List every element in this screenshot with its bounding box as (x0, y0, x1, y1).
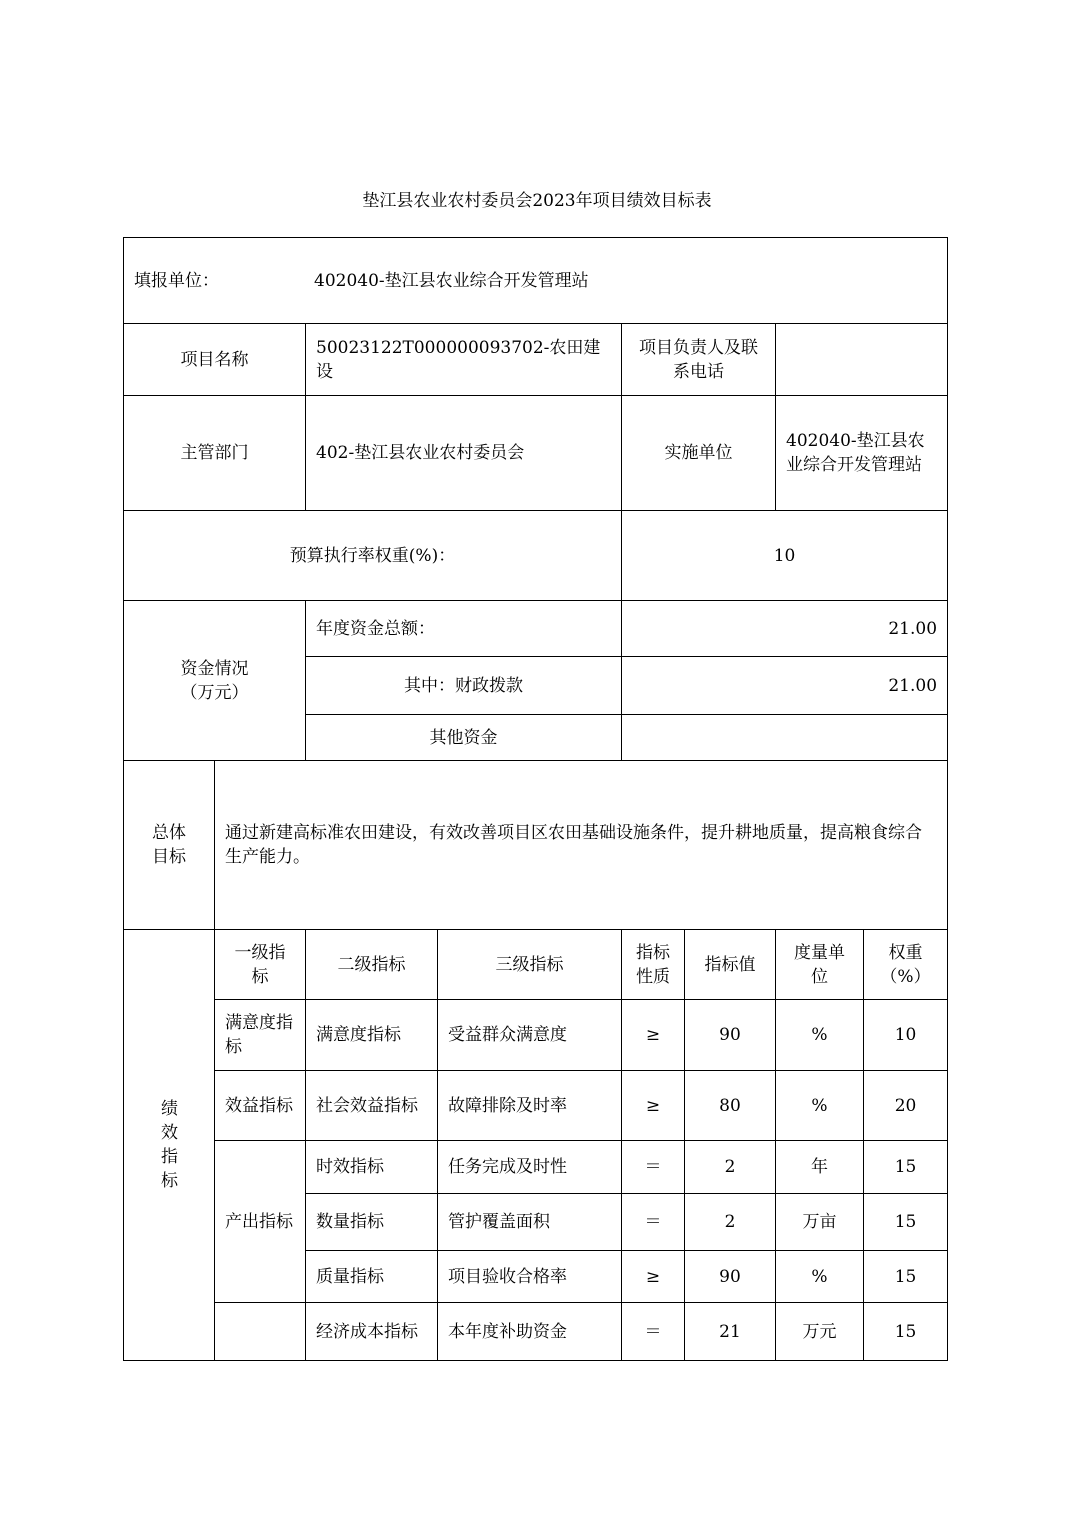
nature-cell: ＝ (622, 1194, 685, 1251)
fill-unit-label: 填报单位： (134, 270, 219, 291)
unit-cell: % (776, 1071, 864, 1141)
value-cell: 2 (685, 1141, 776, 1194)
unit-cell: 年 (776, 1141, 864, 1194)
header-level1: 一级指标 (215, 930, 306, 1000)
unit-cell: % (776, 1251, 864, 1303)
funds-total-label: 年度资金总额： (306, 601, 622, 657)
value-cell: 80 (685, 1071, 776, 1141)
project-name-label: 项目名称 (124, 324, 306, 396)
unit-cell: 万亩 (776, 1194, 864, 1251)
table-row (124, 1141, 948, 1194)
nature-cell: ≥ (622, 1251, 685, 1303)
table-row (124, 1071, 948, 1141)
funds-other-label: 其他资金 (306, 715, 622, 761)
unit-cell: 万元 (776, 1303, 864, 1361)
unit-cell: % (776, 1000, 864, 1071)
header-nature: 指标性质 (622, 930, 685, 1000)
goal-text: 通过新建高标准农田建设，有效改善项目区农田基础设施条件，提升耕地质量，提高粮食综合生产能力。 (215, 761, 948, 930)
fill-unit-row (124, 238, 948, 324)
weight-cell: 15 (864, 1303, 948, 1361)
weight-cell: 15 (864, 1194, 948, 1251)
level1-cell: 满意度指标 (215, 1000, 306, 1071)
table-row (124, 1303, 948, 1361)
value-cell: 90 (685, 1251, 776, 1303)
nature-cell: ＝ (622, 1303, 685, 1361)
table-row (124, 1000, 948, 1071)
level2-cell: 经济成本指标 (306, 1303, 438, 1361)
funds-fiscal-value: 21.00 (622, 657, 948, 715)
funds-total-value: 21.00 (622, 601, 948, 657)
impl-unit-value: 402040-垫江县农业综合开发管理站 (776, 396, 948, 511)
project-contact-value (776, 324, 948, 396)
header-weight: 权重（%） (864, 930, 948, 1000)
page-title: 垫江县农业农村委员会2023年项目绩效目标表 (362, 191, 712, 211)
budget-weight-label: 预算执行率权重(%)： (124, 511, 622, 601)
header-value: 指标值 (685, 930, 776, 1000)
funds-label: 资金情况（万元） (124, 601, 306, 761)
header-level2: 二级指标 (306, 930, 438, 1000)
level3-cell: 故障排除及时率 (438, 1071, 622, 1141)
level2-cell: 社会效益指标 (306, 1071, 438, 1141)
level3-cell: 本年度补助资金 (438, 1303, 622, 1361)
dept-label: 主管部门 (124, 396, 306, 511)
dept-value: 402-垫江县农业农村委员会 (306, 396, 622, 511)
weight-cell: 15 (864, 1141, 948, 1194)
goal-label: 总体目标 (124, 761, 215, 930)
weight-cell: 20 (864, 1071, 948, 1141)
project-name-value: 50023122T000000093702-农田建设 (306, 324, 622, 396)
funds-fiscal-label: 其中：财政拨款 (306, 657, 622, 715)
impl-unit-label: 实施单位 (622, 396, 776, 511)
level2-cell: 时效指标 (306, 1141, 438, 1194)
level3-cell: 受益群众满意度 (438, 1000, 622, 1071)
level1-cell: 效益指标 (215, 1071, 306, 1141)
indicators-label: 绩效指标 (124, 930, 215, 1361)
header-level3: 三级指标 (438, 930, 622, 1000)
fill-unit-value: 402040-垫江县农业综合开发管理站 (314, 270, 589, 291)
header-unit: 度量单位 (776, 930, 864, 1000)
level3-cell: 管护覆盖面积 (438, 1194, 622, 1251)
level3-cell: 项目验收合格率 (438, 1251, 622, 1303)
value-cell: 2 (685, 1194, 776, 1251)
level1-cell: 产出指标 (215, 1141, 306, 1303)
value-cell: 21 (685, 1303, 776, 1361)
budget-weight-value: 10 (622, 511, 948, 601)
nature-cell: ≥ (622, 1071, 685, 1141)
level2-cell: 数量指标 (306, 1194, 438, 1251)
performance-target-table (123, 237, 948, 1361)
weight-cell: 15 (864, 1251, 948, 1303)
nature-cell: ＝ (622, 1141, 685, 1194)
level1-cell (215, 1303, 306, 1361)
project-contact-label: 项目负责人及联系电话 (622, 324, 776, 396)
weight-cell: 10 (864, 1000, 948, 1071)
funds-other-value (622, 715, 948, 761)
level2-cell: 满意度指标 (306, 1000, 438, 1071)
value-cell: 90 (685, 1000, 776, 1071)
level3-cell: 任务完成及时性 (438, 1141, 622, 1194)
nature-cell: ≥ (622, 1000, 685, 1071)
level2-cell: 质量指标 (306, 1251, 438, 1303)
